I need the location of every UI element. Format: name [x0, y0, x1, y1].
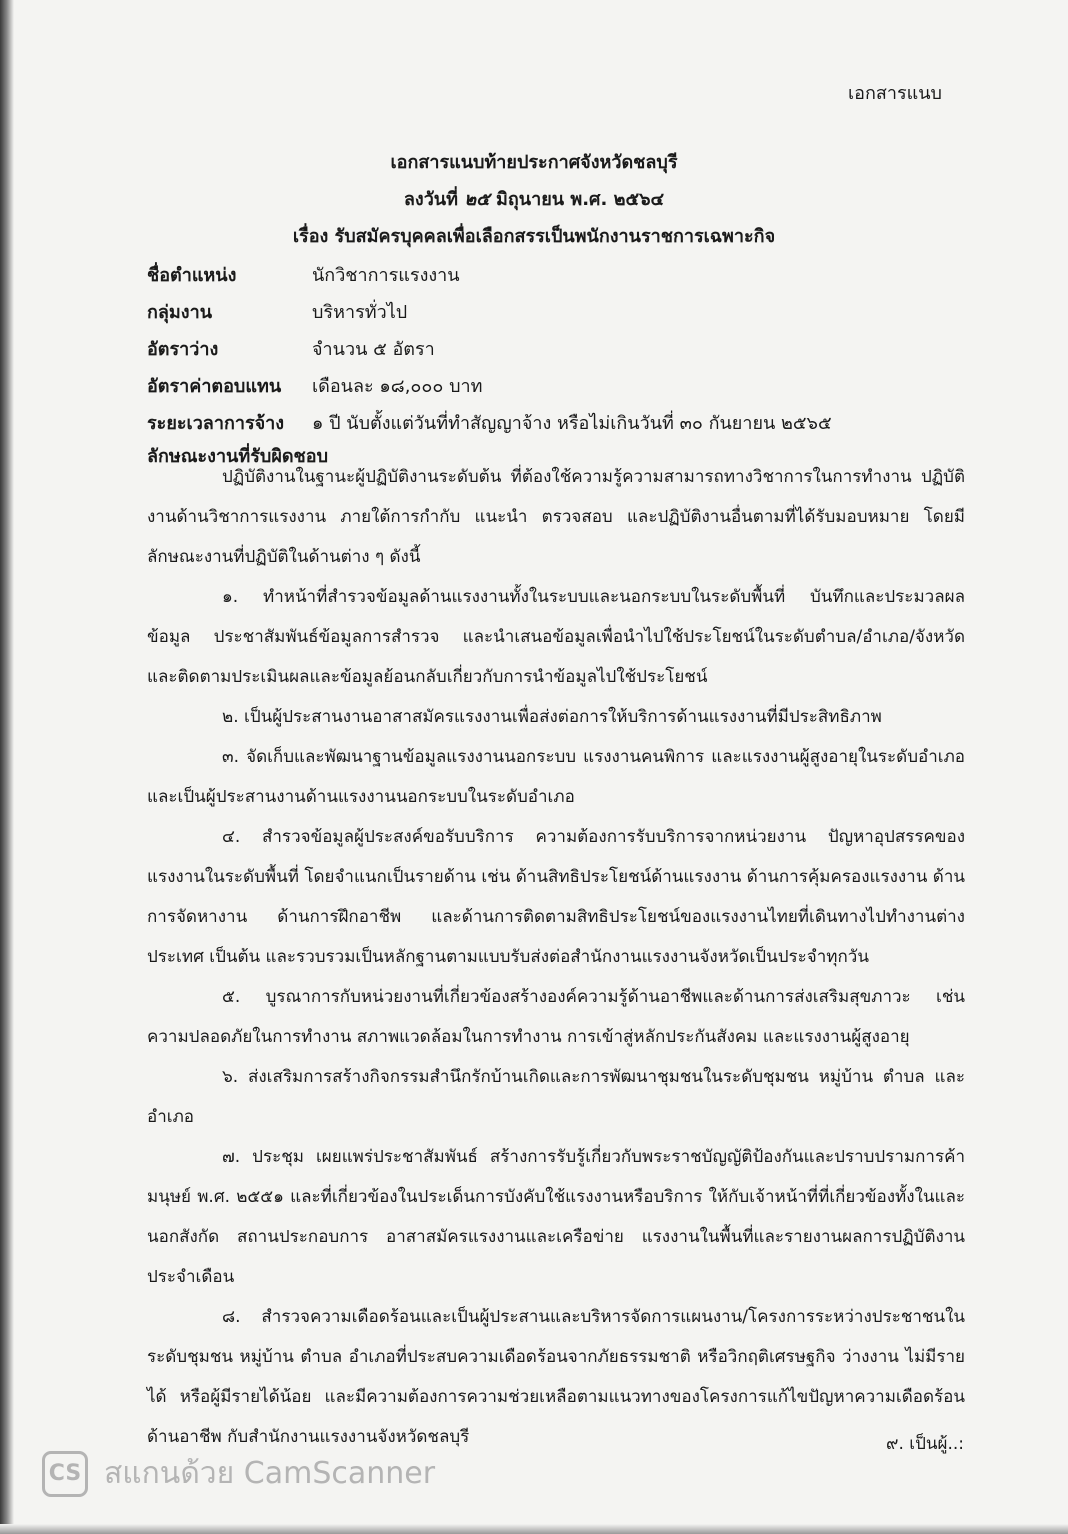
- paragraph-duty-6: ๖. ส่งเสริมการสร้างกิจกรรมสำนึกรักบ้านเกิดและการพัฒนาชุมชนในระดับชุมชน หมู่บ้าน ตำบล และอำเภอ: [147, 1067, 965, 1127]
- paragraph-duty-1: ๑. ทำหน้าที่สำรวจข้อมูลด้านแรงงานทั้งในระบบและนอกระบบในระดับพื้นที่ บันทึกและประมวลผลข้อมูล ประชาสัมพันธ์ข้อมูลการสำรวจ และนำเสนอข้อมูลเพื่อนำไปใช้ประโยชน์ในระดับตำบล/อำเภอ/จังหวัด และติดตามประเมินผลและข้อมูลย้อนกลับเกี่ยวกับการนำข้อมูลไปใช้ประโยชน์: [147, 587, 965, 687]
- annex-label: เอกสารแนบ: [848, 83, 942, 104]
- position-fields: [147, 256, 977, 441]
- paragraph-duty-5: ๕. บูรณาการกับหน่วยงานที่เกี่ยวข้องสร้างองค์ความรู้ด้านอาชีพและด้านการส่งเสริมสุขภาวะ เช่น ความปลอดภัยในการทำงาน สภาพแวดล้อมในการทำงาน การเข้าสู่หลักประกันสังคม และแรงงานผู้สูงอายุ: [147, 987, 965, 1047]
- field-label: อัตราว่าง: [147, 339, 219, 360]
- document-header: [0, 144, 1068, 255]
- field-value: เดือนละ ๑๘,๐๐๐ บาท: [312, 376, 483, 397]
- field-label: อัตราค่าตอบแทน: [147, 376, 282, 397]
- date-rest: มิถุนายน พ.ศ. ๒๕๖๔: [496, 189, 665, 210]
- field-value: นักวิชาการแรงงาน: [312, 265, 460, 286]
- field-row-salary: [147, 367, 977, 404]
- scan-edge-bottom: [0, 1524, 1068, 1534]
- date-day-handwritten: ๒๕: [464, 189, 490, 210]
- field-label: กลุ่มงาน: [147, 302, 212, 323]
- watermark-text: สแกนด้วย CamScanner: [104, 1456, 436, 1491]
- date-prefix: ลงวันที่: [403, 189, 458, 210]
- field-row-position: [147, 256, 977, 293]
- header-title: เอกสารแนบท้ายประกาศจังหวัดชลบุรี: [390, 152, 678, 173]
- camscanner-logo-icon: CS: [42, 1451, 88, 1497]
- header-date: [0, 181, 1068, 218]
- paragraph-duty-4: ๔. สำรวจข้อมูลผู้ประสงค์ขอรับบริการ ความต้องการรับบริการจากหน่วยงาน ปัญหาอุปสรรคของแรงงานในระดับพื้นที่ โดยจำแนกเป็นรายด้าน เช่น ด้านสิทธิประโยชน์ด้านแรงงาน ด้านการคุ้มครองแรงงาน ด้านการจัดหางาน ด้านการฝึกอาชีพ และด้านการติดตามสิทธิประโยชน์ของแรงงานไทยที่เดินทางไปทำงานต่างประเทศ เป็นต้น และรวบรวมเป็นหลักฐานตามแบบรับส่งต่อสำนักงานแรงงานจังหวัดเป็นประจำทุกวัน: [147, 827, 965, 967]
- field-row-group: [147, 293, 977, 330]
- section-title: ลักษณะงานที่รับผิดชอบ: [147, 446, 329, 467]
- field-value: ๑ ปี นับตั้งแต่วันที่ทำสัญญาจ้าง หรือไม่เกินวันที่ ๓๐ กันยายน ๒๕๖๕: [312, 413, 832, 434]
- paragraph-intro: ปฏิบัติงานในฐานะผู้ปฏิบัติงานระดับต้น ที่ต้องใช้ความรู้ความสามารถทางวิชาการในการทำงาน ปฏิบัติงานด้านวิชาการแรงงาน ภายใต้การกำกับ แนะนำ ตรวจสอบ และปฏิบัติงานอื่นตามที่ได้รับมอบหมาย โดยมีลักษณะงานที่ปฏิบัติในด้านต่าง ๆ ดังนี้: [147, 467, 965, 567]
- field-row-vacancies: [147, 330, 977, 367]
- paragraph-duty-2: ๒. เป็นผู้ประสานงานอาสาสมัครแรงงานเพื่อส่งต่อการให้บริการด้านแรงงานที่มีประสิทธิภาพ: [222, 707, 882, 727]
- field-row-duration: [147, 404, 977, 441]
- duties-body: [147, 457, 965, 1457]
- field-label: ระยะเวลาการจ้าง: [147, 413, 285, 434]
- paragraph-duty-7: ๗. ประชุม เผยแพร่ประชาสัมพันธ์ สร้างการรับรู้เกี่ยวกับพระราชบัญญัติป้องกันและปราบปรามการค้ามนุษย์ พ.ศ. ๒๕๕๑ และที่เกี่ยวข้องในประเด็นการบังคับใช้แรงงานหรือบริการ ให้กับเจ้าหน้าที่ที่เกี่ยวข้องทั้งในและนอกสังกัด สถานประกอบการ อาสาสมัครแรงงานและเครือข่าย แรงงานในพื้นที่และรายงานผลการปฏิบัติงานประจำเดือน: [147, 1147, 965, 1287]
- field-value: บริหารทั่วไป: [312, 302, 408, 323]
- field-value: จำนวน ๕ อัตรา: [312, 339, 435, 360]
- continue-mark: ๙. เป็นผู้..:: [886, 1434, 964, 1454]
- paragraph-duty-3: ๓. จัดเก็บและพัฒนาฐานข้อมูลแรงงานนอกระบบ แรงงานคนพิการ และแรงงานผู้สูงอายุในระดับอำเภอ และเป็นผู้ประสานงานด้านแรงงานนอกระบบในระดับอำเภอ: [147, 747, 965, 807]
- paragraph-duty-8: ๘. สำรวจความเดือดร้อนและเป็นผู้ประสานและบริหารจัดการแผนงาน/โครงการระหว่างประชาชนในระดับชุมชน หมู่บ้าน ตำบล อำเภอที่ประสบความเดือดร้อนจากภัยธรรมชาติ หรือวิกฤติเศรษฐกิจ ว่างงาน ไม่มีรายได้ หรือผู้มีรายได้น้อย และมีความต้องการความช่วยเหลือตามแนวทางของโครงการแก้ไขปัญหาความเดือดร้อนด้านอาชีพ กับสำนักงานแรงงานจังหวัดชลบุรี: [147, 1307, 965, 1447]
- camscanner-watermark: [42, 1450, 435, 1497]
- field-label: ชื่อตำแหน่ง: [147, 265, 237, 286]
- header-subject: เรื่อง รับสมัครบุคคลเพื่อเลือกสรรเป็นพนักงานราชการเฉพาะกิจ: [292, 226, 776, 247]
